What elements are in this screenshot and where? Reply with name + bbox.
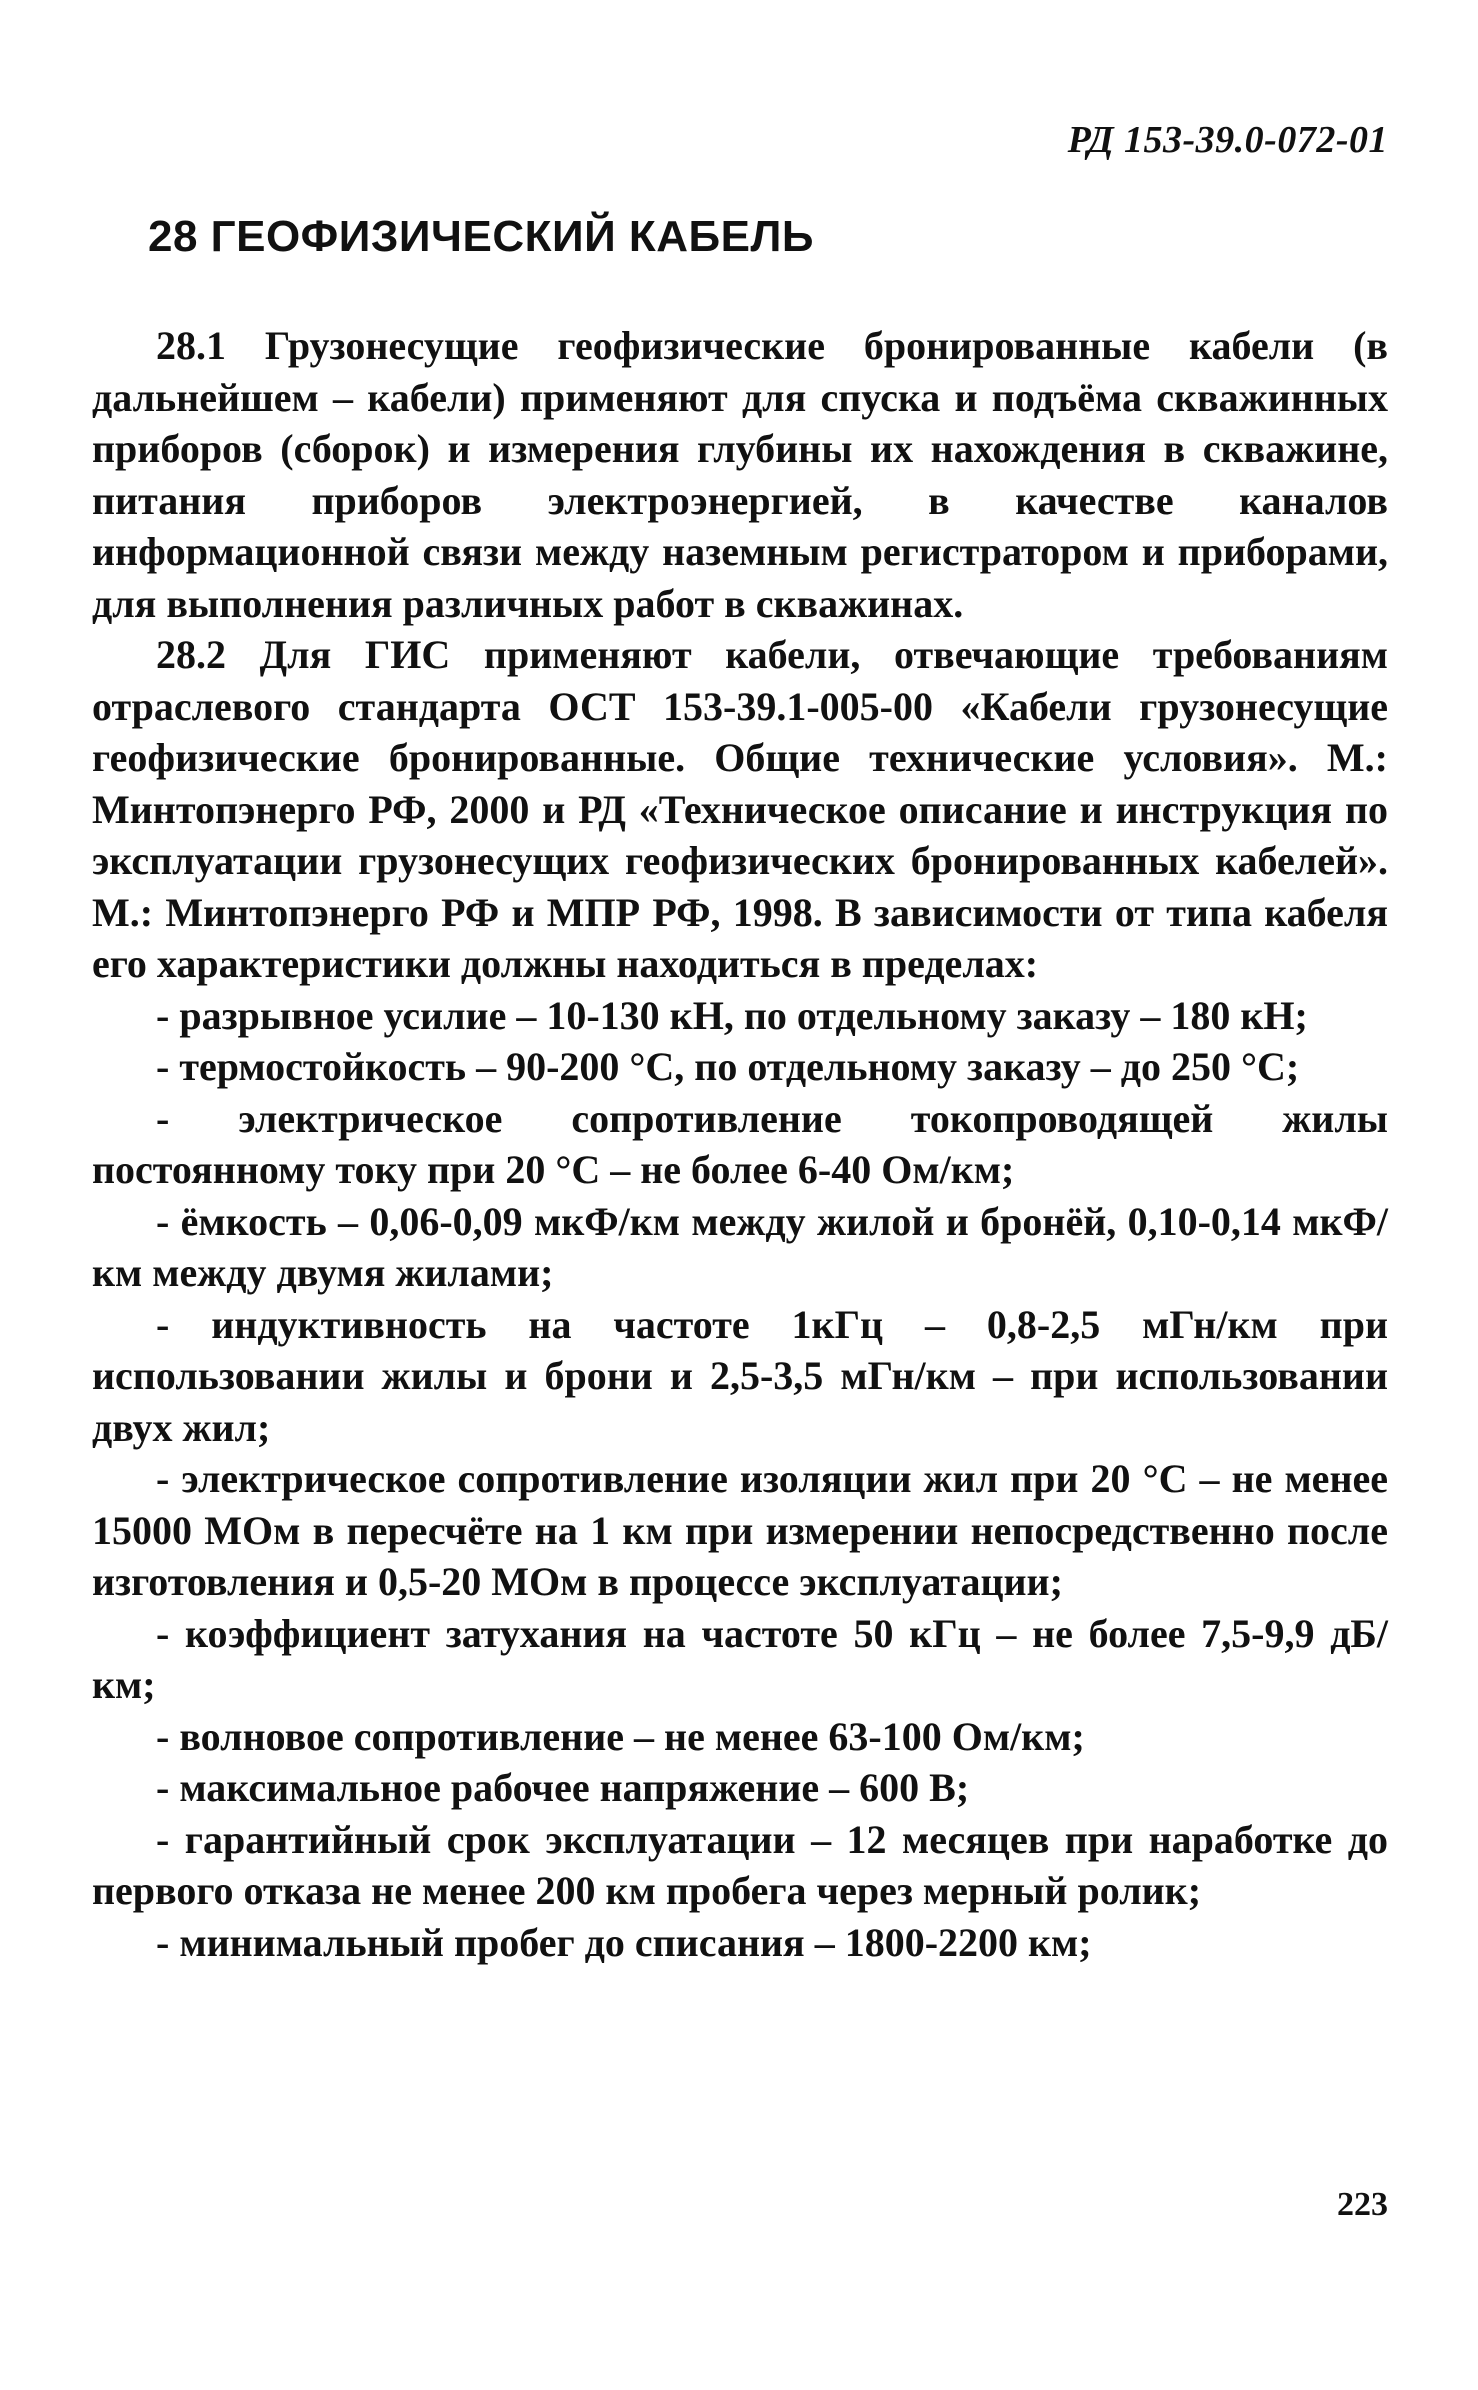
document-code: РД 153-39.0-072-01: [1067, 119, 1388, 161]
paragraph-28-2: 28.2 Для ГИС применяют кабели, отвечающие требованиям отраслевого стандарта ОСТ 153-39.1-005-00 «Кабели грузонесущие геофизические бронированные. Общие технические условия». М.: Минтопэнерго РФ, 2000 и РД «Техническое описание и инструкция по эксплуатации грузонесущих геофизических бронированных кабелей». М.: Минтопэнерго РФ и МПР РФ, 1998. В зависимости от типа кабеля его характеристики должны находиться в пределах:: [92, 632, 1388, 986]
list-item-wave-impedance: - волновое сопротивление – не менее 63-100 Ом/км;: [156, 1713, 1085, 1759]
body-text: [92, 320, 1388, 1968]
section-title: 28 ГЕОФИЗИЧЕСКИЙ КАБЕЛЬ: [148, 212, 815, 261]
page-number: 223: [1337, 2186, 1388, 2223]
paragraph-28-1: 28.1 Грузонесущие геофизические бронированные кабели (в дальнейшем – кабели) применяют для спуска и подъёма скважинных приборов (сборок) и измерения глубины их нахождения в скважине, питания приборов электроэнергией, в качестве каналов информационной связи между наземным регистратором и приборами, для выполнения различных работ в скважинах.: [92, 323, 1388, 626]
list-item-breaking-force: - разрывное усилие – 10-130 кН, по отдельному заказу – 180 кН;: [156, 992, 1308, 1038]
list-item-insulation-resistance: - электрическое сопротивление изоляции жил при 20 °С – не менее 15000 МОм в пересчёте на 1 км при измерении непосредственно после изготовления и 0,5-20 МОм в процессе эксплуатации;: [92, 1456, 1388, 1604]
list-item-heat-resistance: - термостойкость – 90-200 °С, по отдельному заказу – до 250 °С;: [156, 1044, 1300, 1089]
list-item-min-run: - минимальный пробег до списания – 1800-2200 км;: [156, 1919, 1092, 1965]
list-item-inductance: - индуктивность на частоте 1кГц – 0,8-2,5 мГн/км при использовании жилы и брони и 2,5-3,5 мГн/км – при использовании двух жил;: [92, 1301, 1388, 1450]
list-item-warranty: - гарантийный срок эксплуатации – 12 месяцев при наработке до первого отказа не менее 200 км пробега через мерный ролик;: [92, 1816, 1388, 1913]
list-item-attenuation: - коэффициент затухания на частоте 50 кГц – не более 7,5-9,9 дБ/км;: [92, 1610, 1388, 1707]
list-item-max-voltage: - максимальное рабочее напряжение – 600 В;: [156, 1765, 970, 1810]
list-item-capacitance: - ёмкость – 0,06-0,09 мкФ/км между жилой и бронёй, 0,10-0,14 мкФ/км между двумя жилами;: [92, 1198, 1388, 1295]
list-item-conductor-resistance: - электрическое сопротивление токопроводящей жилы постоянному току при 20 °С – не более 6-40 Ом/км;: [92, 1095, 1388, 1192]
